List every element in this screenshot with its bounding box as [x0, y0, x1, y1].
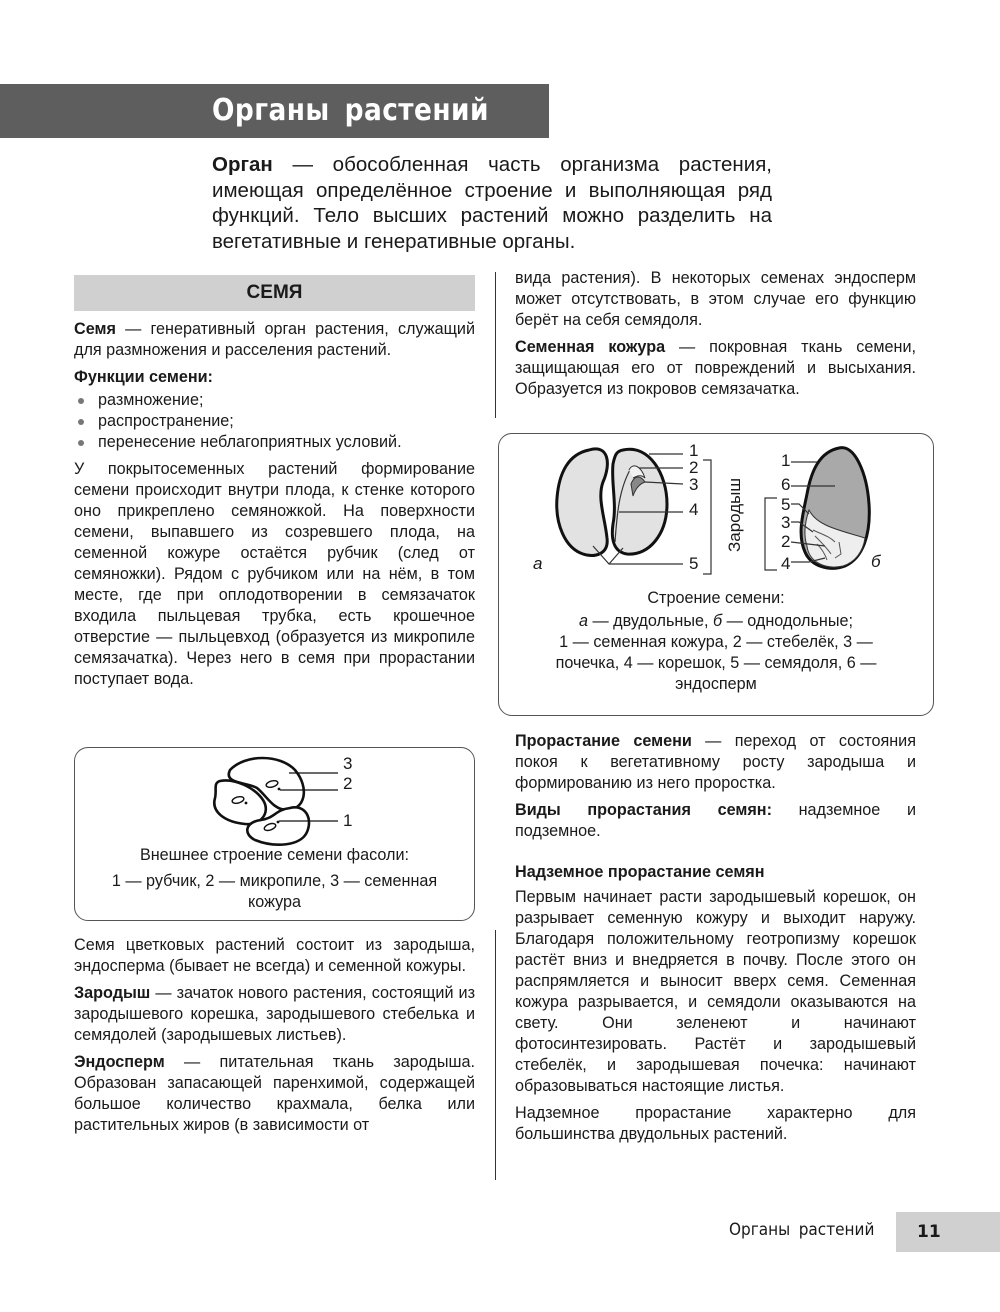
monocot-label-2: 2: [781, 532, 791, 551]
bean-label-2: 2: [343, 774, 353, 793]
embryo-term: Зародыш: [74, 984, 151, 1002]
monocot-label-3: 3: [781, 513, 791, 532]
list-item: перенесение неблагоприятных условий.: [74, 432, 475, 453]
embryo-bracket-label: Зародыш: [725, 477, 744, 553]
section-title: СЕМЯ: [74, 275, 475, 311]
label-a: а: [533, 554, 543, 573]
endosperm-paragraph: [74, 1052, 475, 1136]
seed-term: Семя: [74, 320, 116, 338]
germination-types-text: надземное и подземное.: [515, 801, 916, 840]
dicot-label-3: 3: [689, 475, 699, 494]
seed-coat-paragraph: [515, 337, 916, 400]
composition-paragraph: Семя цветковых растений состоит из зародыша, эндосперма (бывает не всегда) и семенной кожуры.: [74, 936, 475, 975]
structure-caption-title: Строение семени:: [647, 589, 785, 607]
germination-text: — переход от состояния покоя к вегетативному росту зародыша и формированию из него проростка.: [515, 732, 916, 792]
dicot-label-5: 5: [689, 554, 699, 573]
structure-caption-line1: [499, 611, 933, 632]
running-title: Органы растений: [729, 1220, 875, 1240]
epigeal-note: Надземное прорастание характерно для большинства двудольных растений.: [515, 1104, 916, 1143]
column-divider-top: [495, 272, 496, 418]
caption-b: б: [712, 612, 723, 630]
caption-b-text: — однодольные;: [722, 612, 853, 630]
germination-paragraph: [515, 731, 916, 794]
epigeal-subheading: Надземное прорастание семян: [515, 863, 765, 881]
intro-paragraph: [212, 152, 772, 254]
seed-structure-illustration: [499, 434, 933, 584]
monocot-label-5: 5: [781, 495, 791, 514]
right-column-top: [515, 268, 916, 406]
intro-text: — обособленная часть организма растения, имеющая определённое строение и выполняющая ряд функций. Тело высших растений можно разделить на вегетативные и генеративные органы.: [212, 153, 772, 253]
label-b: б: [871, 552, 881, 571]
left-column-lower: [74, 935, 475, 1142]
bean-label-3: 3: [343, 754, 353, 773]
endosperm-term: Эндосперм: [74, 1053, 165, 1071]
right-column-lower: [515, 731, 916, 1151]
bean-caption-title: Внешнее строение семени фасоли:: [139, 846, 410, 864]
monocot-label-6: 6: [781, 475, 791, 494]
functions-heading-text: Функции семени:: [74, 368, 213, 386]
formation-paragraph: У покрытосеменных растений формирование семени происходит внутри плода, к стенке которого оно прикреплено семяножкой. На поверхности семени, выпавшего из созревшего плода, на семенной кожуре остаётся рубчик (след от семяножки). Рядом с рубчиком или на нём, в том месте, где при оплодотворении в семязачаток входила пыльцевая трубка, есть крошечное отверстие — пыльцевход (образуется из микропиле семязачатка). Через него в семя при прорастании поступает вода.: [74, 460, 475, 688]
germination-types-paragraph: [515, 800, 916, 842]
epigeal-paragraph: Первым начинает расти зародышевый корешок, он разрывает семенную кожуру и выходит наружу. Благодаря положительному геотропизму корешок растёт вниз и внедряется в почву. После этого он распрямляется и выносит вверх семя. Семенная кожура разрывается, и семядоли оказываются на свету. Они зеленеют и начинают фотосинтезировать. Растёт и зародышевый стебелёк, и зародышевая почечка: начинают образовываться настоящие листья.: [515, 888, 916, 1095]
monocot-label-1: 1: [781, 451, 791, 470]
seed-definition: [74, 319, 475, 361]
germination-term: Прорастание семени: [515, 732, 692, 750]
endosperm-text: — питательная ткань зародыша. Образован запасающей паренхимой, содержащей большое количество крахмала, белка или растительных жиров (в зависимости от: [74, 1053, 475, 1134]
list-item: распространение;: [74, 411, 475, 432]
embryo-text: — зачаток нового растения, состоящий из зародышевого корешка, зародышевого стебелька и семядолей (зародышевых листьев).: [74, 984, 475, 1044]
seed-coat-term: Семенная кожура: [515, 338, 666, 356]
column-divider-bottom: [495, 930, 496, 1180]
seed-coat-text: — покровная ткань семени, защищающая его от повреждений и высыхания. Образуется из покровов семязачатка.: [515, 338, 916, 398]
seed-structure-figure: [498, 433, 934, 716]
endosperm-continued: вида растения). В некоторых семенах эндосперм может отсутствовать, в этом случае его функцию берёт на себя семядоля.: [515, 269, 916, 329]
embryo-paragraph: [74, 983, 475, 1046]
seed-definition-text: — генеративный орган растения, служащий для размножения и расселения растений.: [74, 320, 475, 359]
list-item: размножение;: [74, 390, 475, 411]
dicot-label-4: 4: [689, 500, 699, 519]
intro-term: Орган: [212, 153, 273, 176]
germination-types-term: Виды прорастания семян:: [515, 801, 772, 819]
functions-list: [74, 390, 475, 453]
caption-a-text: — двудольные,: [588, 612, 713, 630]
monocot-label-4: 4: [781, 554, 791, 573]
bean-seed-illustration: [75, 748, 474, 848]
bean-label-1: 1: [343, 811, 353, 830]
page-number: 11: [917, 1222, 941, 1242]
structure-caption-legend: 1 — семенная кожура, 2 — стебелёк, 3 — почечка, 4 — корешок, 5 — семядоля, 6 — эндосперм: [555, 633, 877, 693]
functions-heading: [74, 367, 475, 388]
page-number-box: [896, 1212, 1000, 1252]
left-column: [74, 275, 475, 696]
caption-a: а: [578, 612, 588, 630]
bean-seed-figure: [74, 747, 475, 921]
dicot-label-2: 2: [689, 458, 699, 477]
dicot-label-1: 1: [689, 441, 699, 460]
chapter-title: Органы растений: [212, 93, 489, 128]
bean-caption-text: 1 — рубчик, 2 — микропиле, 3 — семенная кожура: [111, 872, 438, 911]
